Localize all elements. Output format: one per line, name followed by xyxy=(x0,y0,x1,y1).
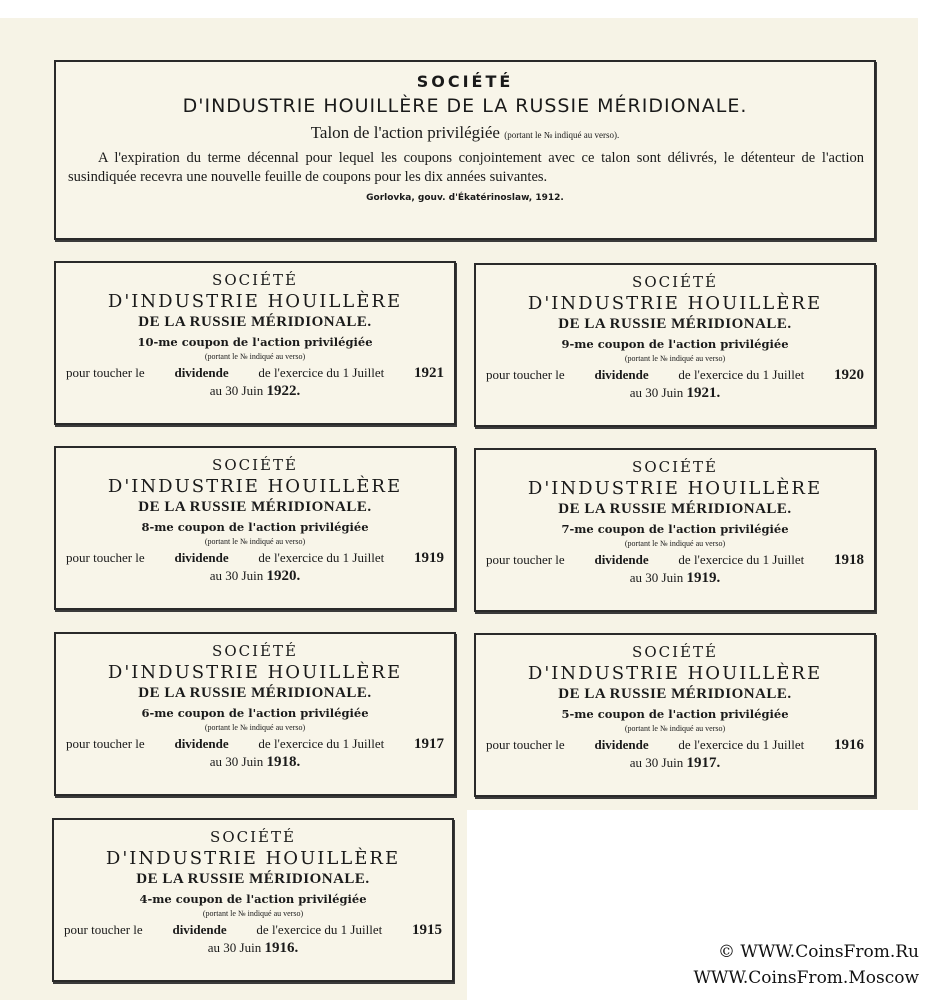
coupon-end-line xyxy=(56,568,454,585)
year-from: 1916 xyxy=(833,737,864,753)
coupon-company: D'INDUSTRIE HOUILLÈRE xyxy=(527,293,823,314)
coupon-7 xyxy=(474,448,876,612)
text-pre: pour toucher le xyxy=(486,367,565,382)
coupon-label: 5-me coupon de l'action privilégiée xyxy=(561,707,789,721)
coupon-dividend-line xyxy=(54,922,452,939)
text-pre: pour toucher le xyxy=(486,552,565,567)
coupon-label: 9-me coupon de l'action privilégiée xyxy=(561,337,789,351)
coupon-label: 7-me coupon de l'action privilégiée xyxy=(561,522,789,536)
talon-subtitle-note: (portant le № indiqué au verso). xyxy=(504,130,620,140)
coupon-end-line xyxy=(476,570,874,587)
text-to: au 30 Juin xyxy=(629,570,684,585)
text-post: de l'exercice du 1 Juillet xyxy=(678,367,805,382)
coupon-note: (portant le № indiqué au verso) xyxy=(624,354,726,363)
talon-text xyxy=(56,149,874,187)
text-post: de l'exercice du 1 Juillet xyxy=(678,552,805,567)
talon-panel xyxy=(54,60,876,240)
talon-subtitle xyxy=(56,123,874,143)
coupon-region: DE LA RUSSIE MÉRIDIONALE. xyxy=(138,499,372,515)
coupon-region: DE LA RUSSIE MÉRIDIONALE. xyxy=(558,501,792,517)
coupon-end-line xyxy=(476,385,874,402)
coupon-note: (portant le № indiqué au verso) xyxy=(204,537,306,546)
text-pre: pour toucher le xyxy=(66,550,145,565)
text-to: au 30 Juin xyxy=(629,755,684,770)
year-to: 1920. xyxy=(266,568,301,584)
text-to: au 30 Juin xyxy=(629,385,684,400)
coupon-label: 6-me coupon de l'action privilégiée xyxy=(141,706,369,720)
coupon-label: 8-me coupon de l'action privilégiée xyxy=(141,520,369,534)
text-dividend: dividende xyxy=(172,922,227,937)
coupon-company: D'INDUSTRIE HOUILLÈRE xyxy=(527,478,823,499)
year-from: 1921 xyxy=(413,365,444,381)
coupon-8 xyxy=(54,446,456,610)
text-pre: pour toucher le xyxy=(66,365,145,380)
coupon-region: DE LA RUSSIE MÉRIDIONALE. xyxy=(138,685,372,701)
text-to: au 30 Juin xyxy=(209,383,264,398)
coupon-10 xyxy=(54,261,456,425)
coupon-society: SOCIÉTÉ xyxy=(632,458,718,476)
watermark-line-1: © WWW.CoinsFrom.Ru xyxy=(717,942,919,962)
coupon-note: (portant le № indiqué au verso) xyxy=(204,723,306,732)
text-to: au 30 Juin xyxy=(209,568,264,583)
text-dividend: dividende xyxy=(174,365,229,380)
coupon-society: SOCIÉTÉ xyxy=(632,273,718,291)
coupon-4 xyxy=(52,818,454,982)
year-to: 1922. xyxy=(266,383,301,399)
coupon-9 xyxy=(474,263,876,427)
coupon-society: SOCIÉTÉ xyxy=(212,642,298,660)
coupon-note: (portant le № indiqué au verso) xyxy=(202,909,304,918)
coupon-society: SOCIÉTÉ xyxy=(212,456,298,474)
text-pre: pour toucher le xyxy=(486,737,565,752)
coupon-society: SOCIÉTÉ xyxy=(210,828,296,846)
year-to: 1916. xyxy=(264,940,299,956)
coupon-end-line xyxy=(56,383,454,400)
year-to: 1917. xyxy=(686,755,721,771)
text-dividend: dividende xyxy=(174,736,229,751)
year-to: 1921. xyxy=(686,385,721,401)
coupon-note: (portant le № indiqué au verso) xyxy=(624,724,726,733)
coupon-label: 4-me coupon de l'action privilégiée xyxy=(139,892,367,906)
text-to: au 30 Juin xyxy=(209,754,264,769)
talon-place-date: Gorlovka, gouv. d'Ékatérinoslaw, 1912. xyxy=(366,193,564,203)
coupon-company: D'INDUSTRIE HOUILLÈRE xyxy=(107,476,403,497)
coupon-dividend-line xyxy=(476,552,874,569)
text-post: de l'exercice du 1 Juillet xyxy=(258,550,385,565)
talon-company: D'INDUSTRIE HOUILLÈRE DE LA RUSSIE MÉRIDIONALE. xyxy=(182,95,748,117)
coupon-region: DE LA RUSSIE MÉRIDIONALE. xyxy=(136,871,370,887)
coupon-6 xyxy=(54,632,456,796)
year-from: 1918 xyxy=(833,552,864,568)
talon-text-body: A l'expiration du terme décennal pour lequel les coupons conjointement avec ce talon sont délivrés, le détenteur de l'action susindiquée recevra une nouvelle feuille de coupons pour les dix années suivantes. xyxy=(68,150,864,185)
coupon-society: SOCIÉTÉ xyxy=(632,643,718,661)
coupon-end-line xyxy=(54,940,452,957)
coupon-company: D'INDUSTRIE HOUILLÈRE xyxy=(107,291,403,312)
text-dividend: dividende xyxy=(594,367,649,382)
coupon-dividend-line xyxy=(56,736,454,753)
text-post: de l'exercice du 1 Juillet xyxy=(258,365,385,380)
text-post: de l'exercice du 1 Juillet xyxy=(258,736,385,751)
coupon-region: DE LA RUSSIE MÉRIDIONALE. xyxy=(558,316,792,332)
talon-subtitle-text: Talon de l'action privilégiée xyxy=(310,123,500,142)
coupon-end-line xyxy=(476,755,874,772)
text-post: de l'exercice du 1 Juillet xyxy=(256,922,383,937)
year-from: 1919 xyxy=(413,550,444,566)
coupon-company: D'INDUSTRIE HOUILLÈRE xyxy=(527,663,823,684)
coupon-company: D'INDUSTRIE HOUILLÈRE xyxy=(105,848,401,869)
talon-society: SOCIÉTÉ xyxy=(416,72,514,91)
year-to: 1918. xyxy=(266,754,301,770)
coupon-region: DE LA RUSSIE MÉRIDIONALE. xyxy=(558,686,792,702)
text-pre: pour toucher le xyxy=(66,736,145,751)
text-dividend: dividende xyxy=(594,737,649,752)
year-from: 1915 xyxy=(411,922,442,938)
text-dividend: dividende xyxy=(594,552,649,567)
coupon-note: (portant le № indiqué au verso) xyxy=(204,352,306,361)
coupon-note: (portant le № indiqué au verso) xyxy=(624,539,726,548)
coupon-dividend-line xyxy=(56,365,454,382)
year-to: 1919. xyxy=(686,570,721,586)
coupon-end-line xyxy=(56,754,454,771)
year-from: 1920 xyxy=(833,367,864,383)
text-post: de l'exercice du 1 Juillet xyxy=(678,737,805,752)
coupon-region: DE LA RUSSIE MÉRIDIONALE. xyxy=(138,314,372,330)
text-dividend: dividende xyxy=(174,550,229,565)
text-to: au 30 Juin xyxy=(207,940,262,955)
watermark-line-2: WWW.CoinsFrom.Moscow xyxy=(693,968,919,988)
year-from: 1917 xyxy=(413,736,444,752)
coupon-society: SOCIÉTÉ xyxy=(212,271,298,289)
coupon-label: 10-me coupon de l'action privilégiée xyxy=(137,335,373,349)
coupon-dividend-line xyxy=(476,367,874,384)
coupon-5 xyxy=(474,633,876,797)
text-pre: pour toucher le xyxy=(64,922,143,937)
coupon-company: D'INDUSTRIE HOUILLÈRE xyxy=(107,662,403,683)
coupon-dividend-line xyxy=(56,550,454,567)
coupon-dividend-line xyxy=(476,737,874,754)
